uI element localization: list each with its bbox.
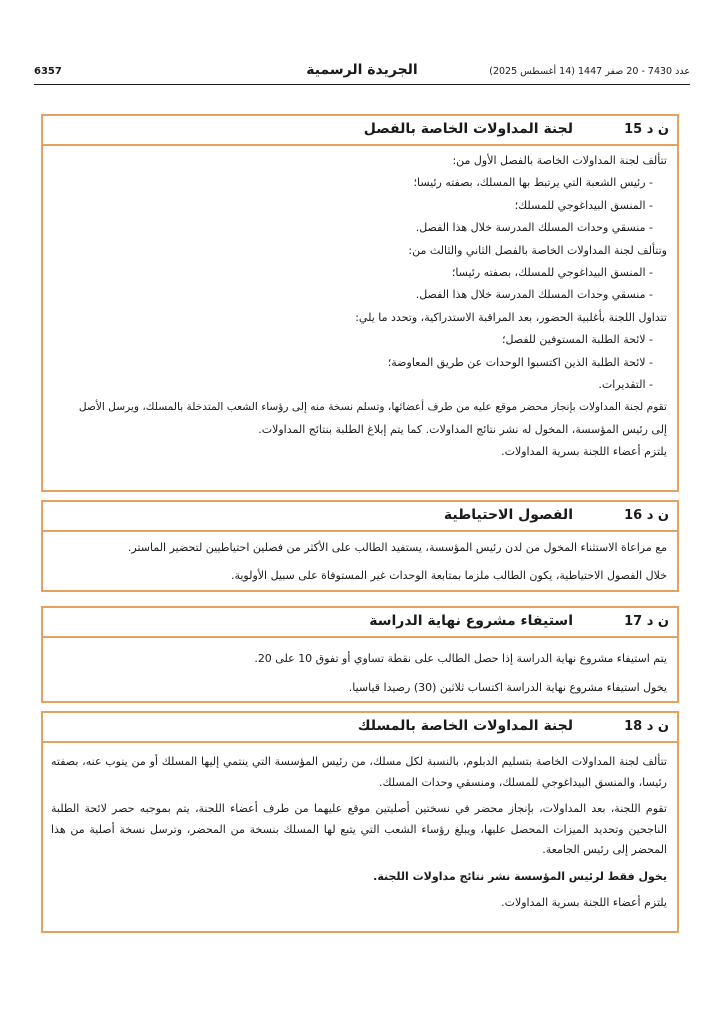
article-number: ن د 18	[624, 719, 669, 734]
article-16-header	[43, 502, 677, 532]
article-title: استيفاء مشروع نهاية الدراسة	[369, 613, 573, 629]
paragraph: يخول فقط لرئيس المؤسسة نشر نتائج مداولات اللجنة.	[373, 869, 667, 883]
article-number: ن د 17	[624, 614, 669, 629]
article-title: لجنة المداولات الخاصة بالمسلك	[357, 718, 573, 734]
article-17	[41, 606, 679, 703]
journal-title: الجريدة الرسمية	[306, 62, 418, 78]
list-item: - لائحة الطلبة المستوفين للفصل؛	[501, 333, 653, 347]
paragraph: تتألف لجنة المداولات الخاصة بتسليم الدبلوم، بالنسبة لكل مسلك، من رئيس المؤسسة التي ينتمي إليها المسلك أو من ينوب عنه، بصفته رئيسا، والمنسق البيداغوجي للمسلك، ومنسقي وحدات المسلك.	[51, 755, 667, 789]
paragraph: خلال الفصول الاحتياطية، يكون الطالب ملزما بمتابعة الوحدات غير المستوفاة على سبيل الأولوية.	[230, 569, 667, 582]
paragraph: يخول استيفاء مشروع نهاية الدراسة اكتساب ثلاثين (30) رصيدا قياسيا.	[348, 681, 667, 694]
list-item: - رئيس الشعبة التي يرتبط بها المسلك، بصفته رئيسا؛	[413, 176, 653, 190]
article-18-body	[43, 743, 677, 914]
paragraph: يتم استيفاء مشروع نهاية الدراسة إذا حصل الطالب على نقطة تساوي أو تفوق 10 على 20.	[254, 652, 667, 665]
article-15-body	[43, 146, 677, 464]
paragraph: تقوم اللجنة، بعد المداولات، بإنجاز محضر في نسختين أصليتين موقع عليهما من طرف أعضاء اللجنة، يتم بموجبه حصر لائحة الطلبة الناجحين وتحديد الميزات المحصل عليها، ويبلغ رؤساء الشعب التي يتبع لها المسلك بنسخة من المحضر، وترسل نسخة أصلية من هذا المحضر إلى رئيس الجامعة.	[51, 802, 667, 856]
article-15-header	[43, 116, 677, 146]
list-item: - المنسق البيداغوجي للمسلك، بصفته رئيسا؛	[451, 266, 653, 280]
issue-info: عدد 7430 - 20 صفر 1447 (14 أغسطس 2025)	[489, 66, 690, 77]
page-number: 6357	[34, 66, 62, 77]
article-17-header	[43, 608, 677, 638]
page-header	[34, 62, 690, 85]
article-18-header	[43, 713, 677, 743]
paragraph: وتتألف لجنة المداولات الخاصة بالفصل الثاني والثالث من:	[408, 243, 667, 257]
paragraph: تتداول اللجنة بأغلبية الحضور، بعد المراقبة الاستدراكية، وتحدد ما يلي:	[355, 310, 667, 324]
list-item: - التقديرات.	[598, 378, 653, 392]
paragraph: يلتزم أعضاء اللجنة بسرية المداولات.	[501, 896, 667, 909]
list-item: - المنسق البيداغوجي للمسلك؛	[514, 198, 653, 212]
paragraph: مع مراعاة الاستثناء المخول من لدن رئيس المؤسسة، يستفيد الطالب على الأكثر من فصلين احتياطيين لتحضير الماستر.	[127, 541, 667, 554]
article-number: ن د 15	[624, 122, 669, 137]
paragraph: تقوم لجنة المداولات بإنجاز محضر موقع عليه من طرف أعضائها، وتسلم نسخة منه إلى رؤساء الشعب المتدخلة بالمسلك، ويرسل الأصل	[78, 401, 667, 414]
list-item: - منسقي وحدات المسلك المدرسة خلال هذا الفصل.	[415, 288, 653, 302]
paragraph: إلى رئيس المؤسسة، المخول له نشر نتائج المداولات. كما يتم إبلاغ الطلبة بنتائج المداولات.	[258, 422, 667, 436]
paragraph: يلتزم أعضاء اللجنة بسرية المداولات.	[501, 445, 667, 459]
article-16-body	[43, 532, 677, 590]
paragraph: تتألف لجنة المداولات الخاصة بالفصل الأول من:	[452, 154, 667, 167]
article-number: ن د 16	[624, 508, 669, 523]
list-item: - لائحة الطلبة الذين اكتسبوا الوحدات عن طريق المعاوضة؛	[387, 355, 653, 369]
article-15	[41, 114, 679, 492]
article-title: الفصول الاحتياطية	[443, 507, 573, 523]
article-17-body	[43, 638, 677, 702]
list-item: - منسقي وحدات المسلك المدرسة خلال هذا الفصل.	[415, 221, 653, 235]
article-16	[41, 500, 679, 592]
article-title: لجنة المداولات الخاصة بالفصل	[363, 121, 573, 137]
article-18	[41, 711, 679, 933]
